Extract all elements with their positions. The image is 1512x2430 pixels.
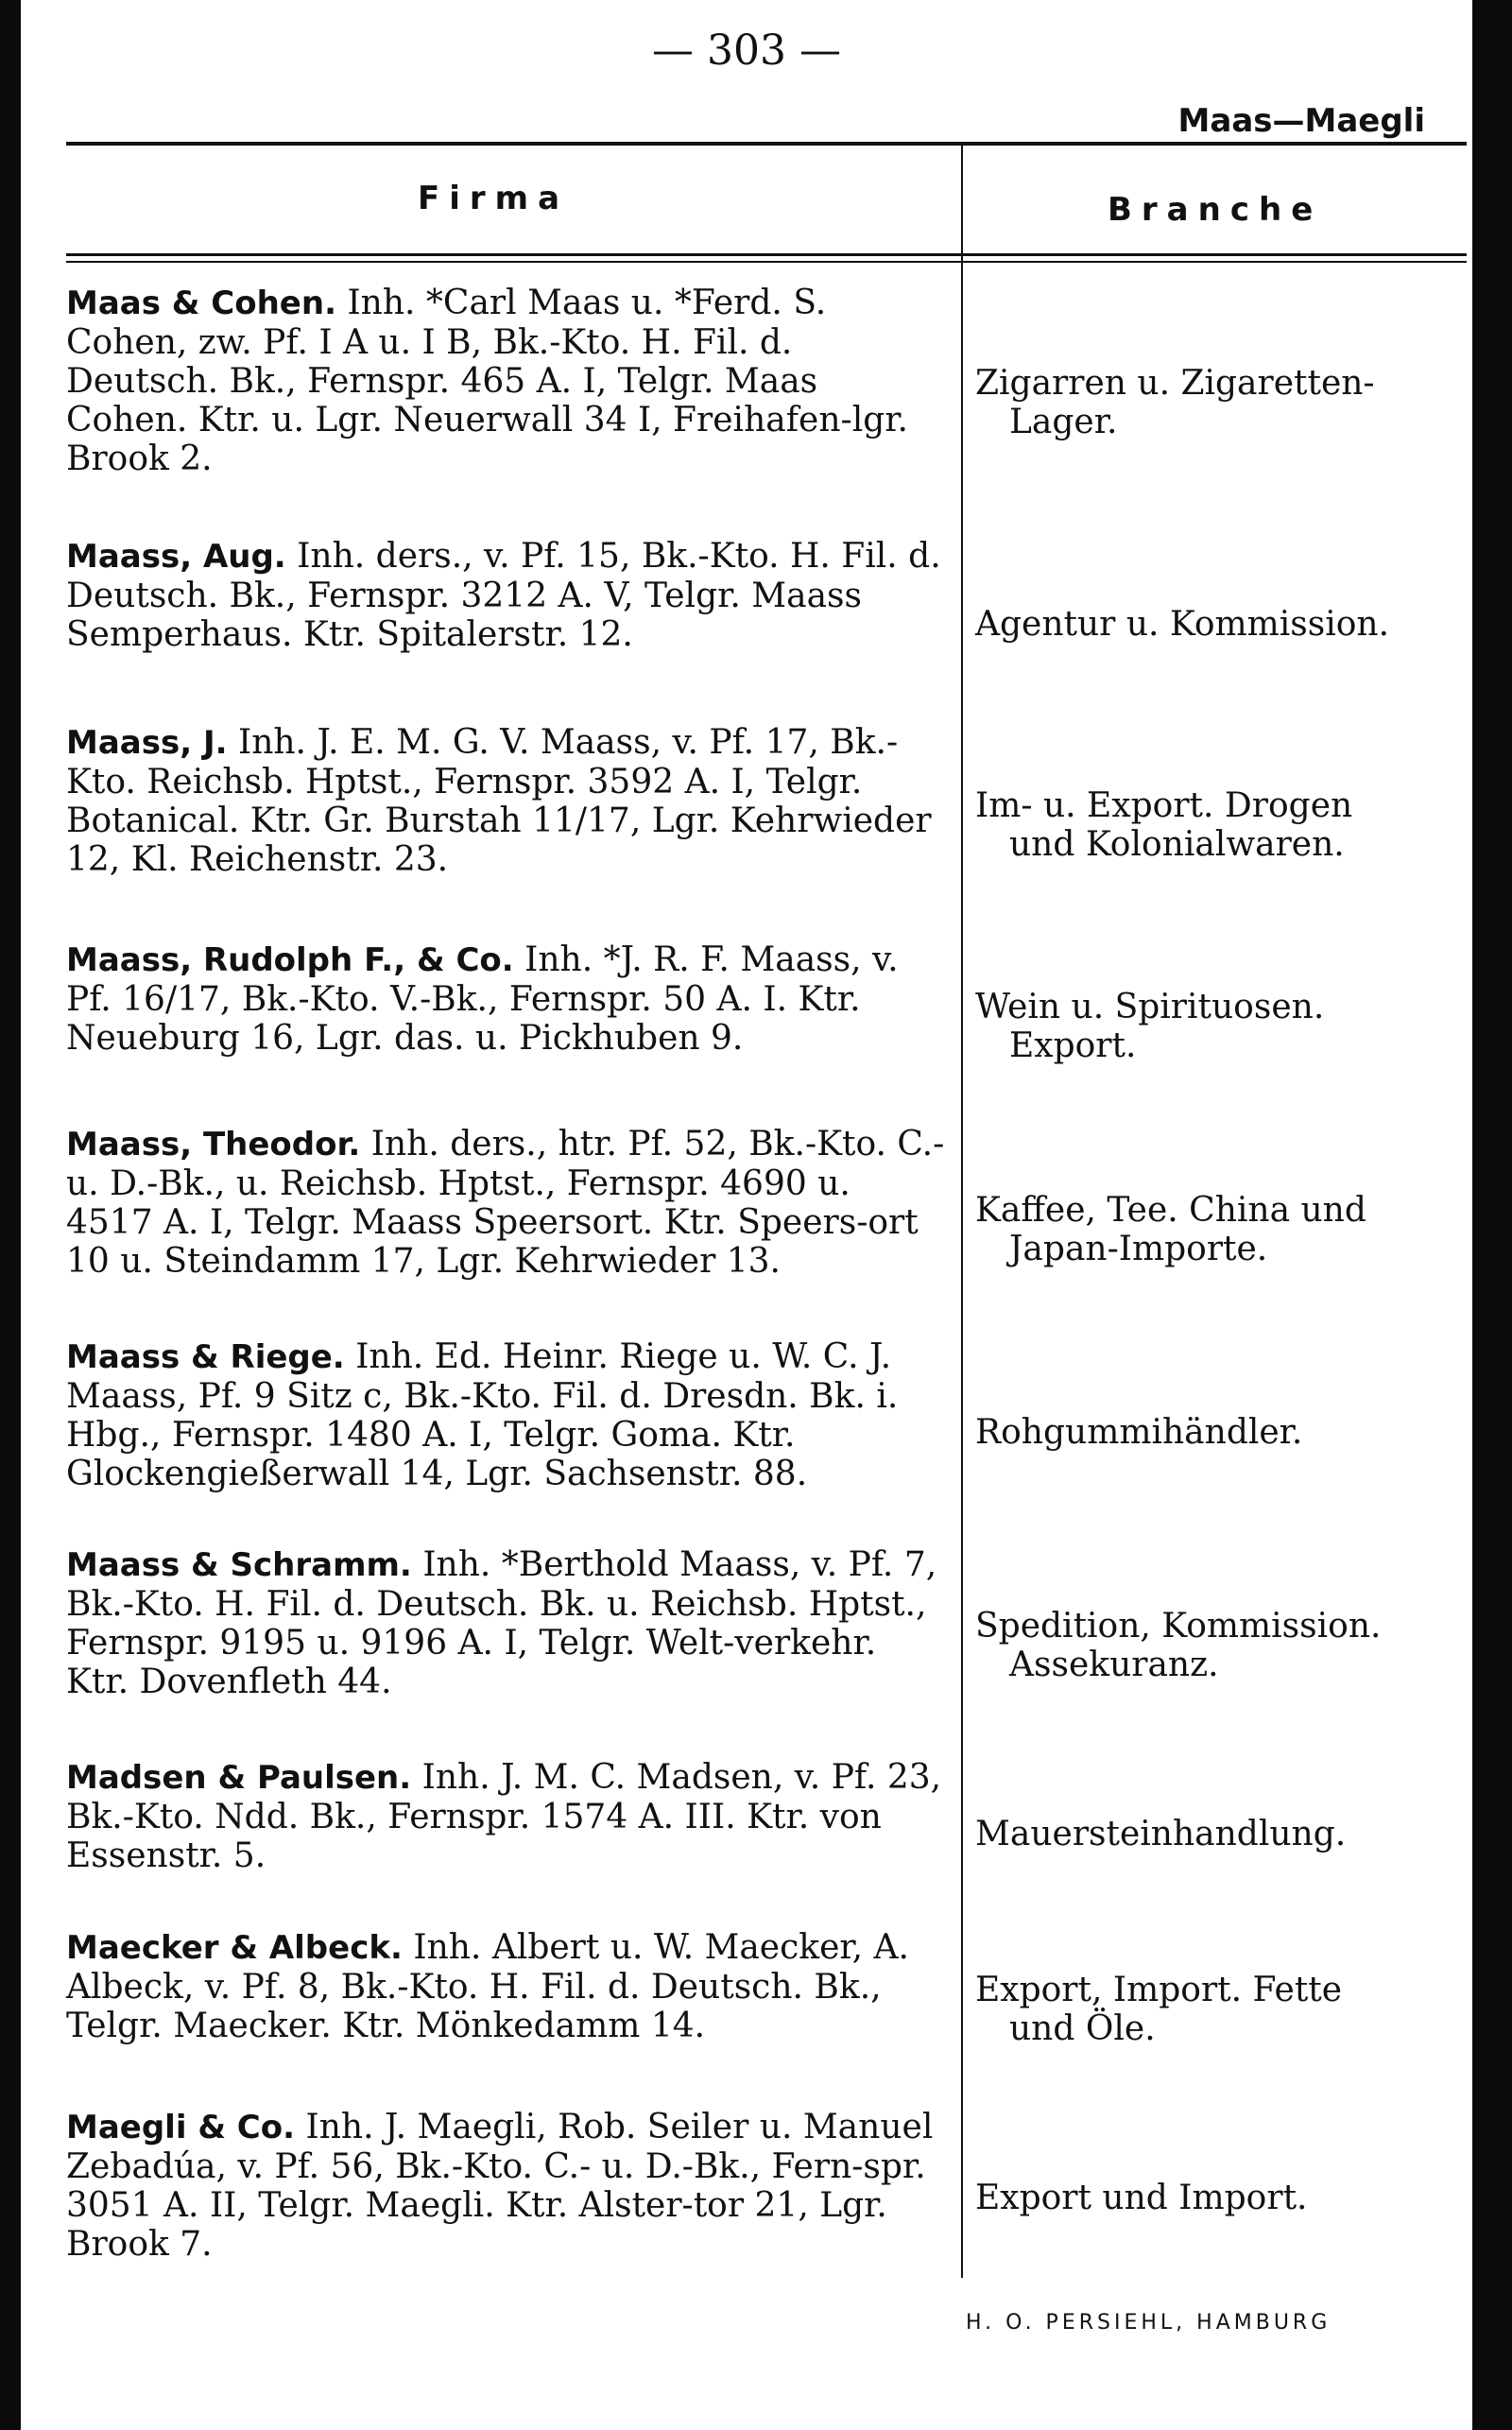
branche-line: Im- u. Export. Drogen: [975, 786, 1353, 825]
firma-entry-2: [66, 537, 945, 654]
firm-details: Inh. Ed. Heinr. Riege u. W. C. J. Maass, Pf. 9 Sitz c, Bk.-Kto. Fil. d. Dresdn. Bk. i. Hbg., Fernspr. 1480 A. I, Telgr. Goma. Ktr. Glockengießerwall 14, Lgr. Sachsenstr. 88.: [66, 1337, 899, 1493]
branche-entry-7: [975, 1607, 1467, 1684]
firma-entry-7: [66, 1545, 945, 1701]
firma-entry-8: [66, 1758, 945, 1875]
branche-entry-2: [975, 605, 1467, 644]
branche-line-2: und Kolonialwaren.: [1009, 825, 1345, 864]
branche-line: Export, Import. Fette: [975, 1971, 1343, 2009]
firma-entry-3: [66, 723, 945, 879]
branche-entry-10: [975, 2179, 1467, 2217]
branche-line-2: Lager.: [1009, 403, 1118, 441]
firm-details: Inh. ders., v. Pf. 15, Bk.-Kto. H. Fil. d. Deutsch. Bk., Fernspr. 3212 A. V, Telgr. Maass Semperhaus. Ktr. Spitalerstr. 12.: [66, 537, 941, 654]
firm-details: Inh. Albert u. W. Maecker, A. Albeck, v. Pf. 8, Bk.-Kto. H. Fil. d. Deutsch. Bk., Telgr. Maecker. Ktr. Mönkedamm 14.: [66, 1928, 909, 2045]
branche-line-2: Assekuranz.: [1009, 1646, 1219, 1684]
branche-line-2: Export.: [1009, 1026, 1137, 1065]
branche-line: Mauersteinhandlung.: [975, 1815, 1347, 1853]
branche-entry-8: [975, 1815, 1467, 1853]
firm-name: Maass, J.: [66, 724, 228, 762]
firm-name: Madsen & Paulsen.: [66, 1759, 412, 1797]
firma-entry-6: [66, 1337, 945, 1493]
branche-line: Kaffee, Tee. China und: [975, 1191, 1366, 1230]
branche-line-2: und Öle.: [1009, 2009, 1156, 2048]
firm-name: Maass & Riege.: [66, 1338, 345, 1376]
firma-entry-1: [66, 284, 945, 478]
branche-entry-4: [975, 988, 1467, 1065]
header-rule-bottom-second: [66, 261, 1467, 263]
branche-line: Agentur u. Kommission.: [975, 605, 1390, 644]
branche-entry-9: [975, 1971, 1467, 2048]
header-rule-bottom: [66, 253, 1467, 256]
firm-name: Maas & Cohen.: [66, 284, 336, 322]
branche-line-2: Japan-Importe.: [1009, 1230, 1268, 1268]
firm-name: Maecker & Albeck.: [66, 1929, 403, 1967]
column-header-branche: Branche: [1108, 191, 1323, 229]
branche-line: Zigarren u. Zigaretten-: [975, 364, 1375, 403]
branche-entry-6: [975, 1413, 1467, 1452]
directory-page: [21, 0, 1472, 2430]
firm-details: Inh. J. Maegli, Rob. Seiler u. Manuel Zebadúa, v. Pf. 56, Bk.-Kto. C.- u. D.-Bk., Fern-spr. 3051 A. II, Telgr. Maegli. Ktr. Alster-tor 21, Lgr. Brook 7.: [66, 2108, 934, 2264]
firm-details: Inh. J. M. C. Madsen, v. Pf. 23, Bk.-Kto. Ndd. Bk., Fernspr. 1574 A. III. Ktr. von Essenstr. 5.: [66, 1758, 942, 1875]
branche-entry-1: [975, 364, 1467, 441]
branche-line: Export und Import.: [975, 2179, 1308, 2217]
firma-entry-9: [66, 1928, 945, 2045]
branche-line: Rohgummihändler.: [975, 1413, 1303, 1452]
firm-details: Inh. ders., htr. Pf. 52, Bk.-Kto. C.- u. D.-Bk., u. Reichsb. Hptst., Fernspr. 4690 u. 4517 A. I, Telgr. Maass Speersort. Ktr. Speers-ort 10 u. Steindamm 17, Lgr. Kehrwieder 13.: [66, 1125, 945, 1281]
firm-name: Maass & Schramm.: [66, 1546, 412, 1584]
printer-imprint: H. O. PERSIEHL, HAMBURG: [966, 2311, 1332, 2335]
branche-line: Spedition, Kommission.: [975, 1607, 1382, 1646]
branche-entry-3: [975, 786, 1467, 864]
running-head: Maas—Maegli: [1177, 102, 1425, 140]
firm-details: Inh. J. E. M. G. V. Maass, v. Pf. 17, Bk.-Kto. Reichsb. Hptst., Fernspr. 3592 A. I, Telgr. Botanical. Ktr. Gr. Burstah 11/17, Lgr. Kehrwieder 12, Kl. Reichenstr. 23.: [66, 723, 932, 879]
firm-name: Maass, Rudolph F., & Co.: [66, 941, 514, 979]
branche-entry-5: [975, 1191, 1467, 1268]
firm-details: Inh. *Carl Maas u. *Ferd. S. Cohen, zw. Pf. I A u. I B, Bk.-Kto. H. Fil. d. Deutsch. Bk., Fernspr. 465 A. I, Telgr. Maas Cohen. Ktr. u. Lgr. Neuerwall 34 I, Freihafen-lgr. Brook 2.: [66, 284, 908, 478]
column-header-firma: Firma: [418, 180, 570, 217]
page-number: — 303 —: [652, 26, 841, 75]
firm-name: Maass, Theodor.: [66, 1126, 361, 1163]
header-rule-top: [66, 142, 1467, 146]
branche-line: Wein u. Spirituosen.: [975, 988, 1325, 1026]
firma-entry-5: [66, 1125, 945, 1281]
column-divider: [961, 142, 963, 2278]
firm-details: Inh. *J. R. F. Maass, v. Pf. 16/17, Bk.-Kto. V.-Bk., Fernspr. 50 A. I. Ktr. Neueburg 16, Lgr. das. u. Pickhuben 9.: [66, 940, 899, 1058]
firma-entry-4: [66, 940, 945, 1058]
firm-details: Inh. *Berthold Maass, v. Pf. 7, Bk.-Kto. H. Fil. d. Deutsch. Bk. u. Reichsb. Hptst., Fernspr. 9195 u. 9196 A. I, Telgr. Welt-verkehr. Ktr. Dovenfleth 44.: [66, 1545, 937, 1701]
firm-name: Maass, Aug.: [66, 538, 286, 576]
firm-name: Maegli & Co.: [66, 2109, 296, 2146]
firma-entry-10: [66, 2108, 945, 2264]
